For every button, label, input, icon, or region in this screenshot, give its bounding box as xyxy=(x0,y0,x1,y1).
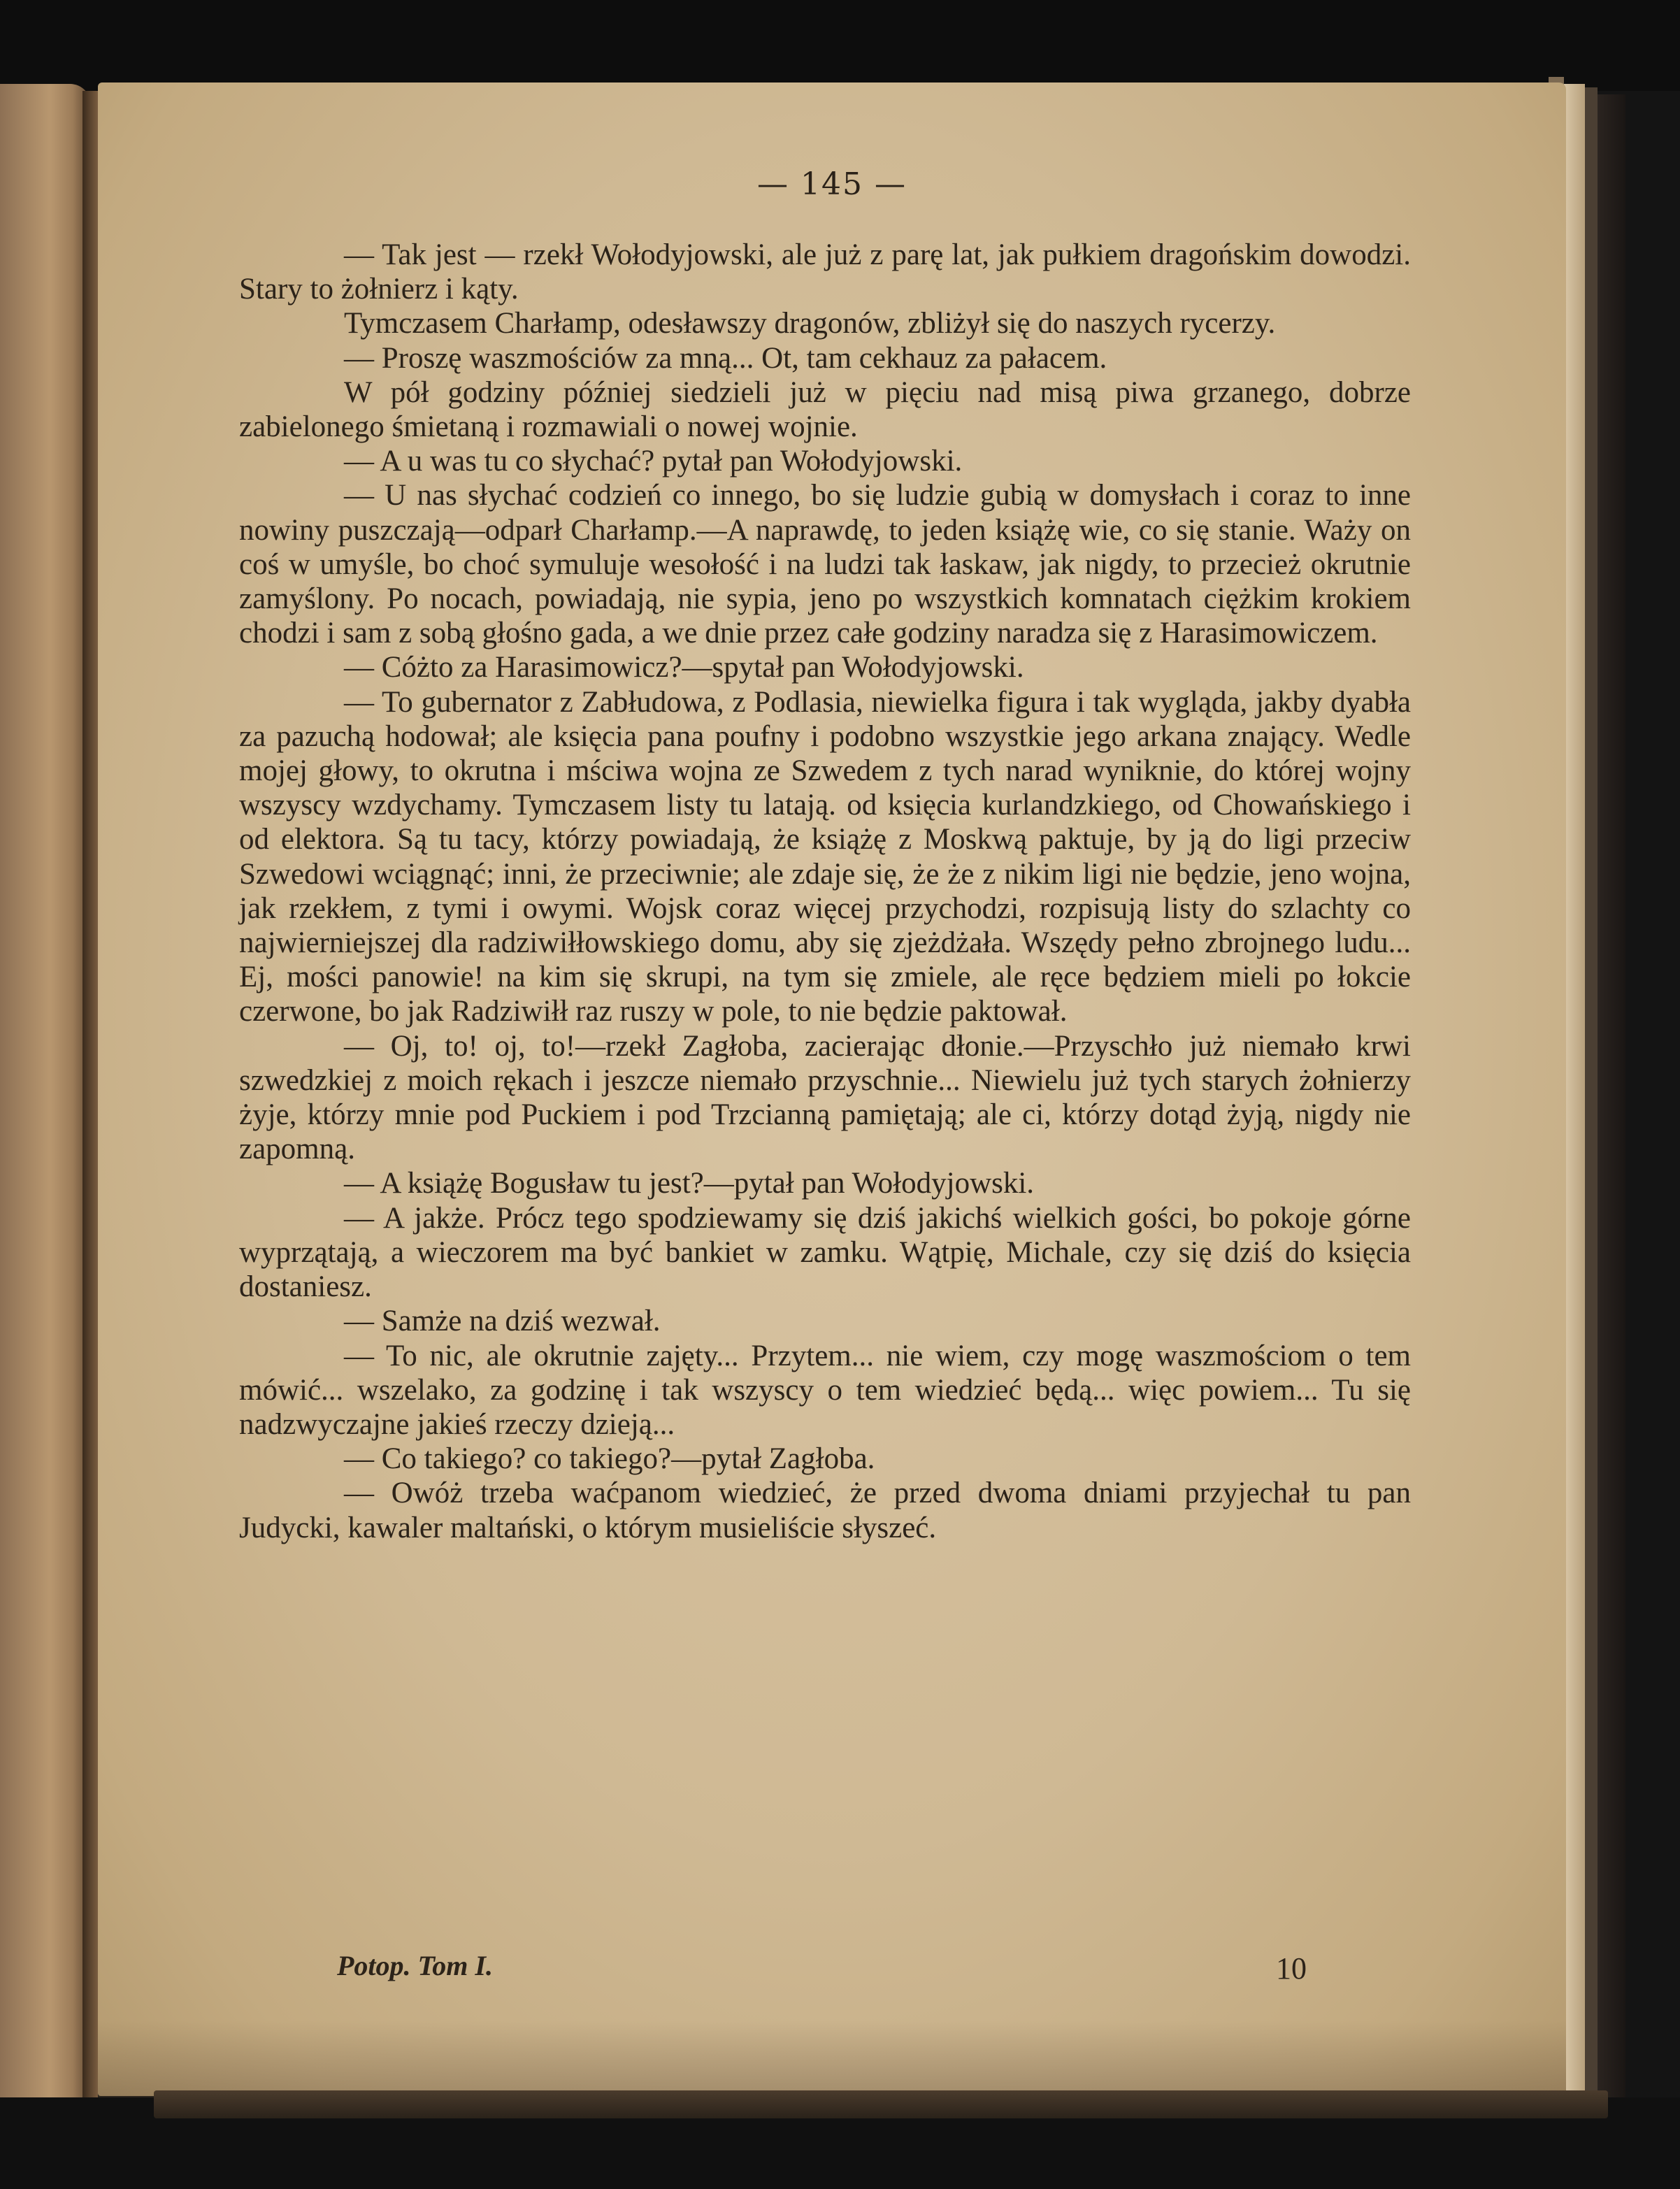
paragraph: — A jakże. Prócz tego spodziewamy się dziś jakichś wielkich gości, bo pokoje górne wyprzątają, a wieczorem ma być bankiet w zamku. Wątpię, Michale, czy się dziś do księcia dostaniesz. xyxy=(239,1201,1411,1304)
signature-mark: Potop. Tom I. xyxy=(337,1950,493,1981)
body-text xyxy=(239,238,1411,1545)
page-number: — 145 — xyxy=(757,166,907,202)
background-top xyxy=(0,0,1680,91)
paragraph: — A u was tu co słychać? pytał pan Wołodyjowski. xyxy=(344,445,963,478)
gutter-shadow xyxy=(82,91,98,2104)
paragraph: — U nas słychać codzień co innego, bo się ludzie gubią w domysłach i coraz to inne nowiny puszczają—odparł Charłamp.—A naprawdę, to jeden książę wie, co się stanie. Waży on coś w umyśle, bo choć symuluje wesołość i na ludzi tak łaskaw, jak nigdy, to przecież okrutnie zamyślony. Po nocach, powiadają, nie sypia, jeno po wszystkich komnatach ciężkim krokiem chodzi i sam z sobą głośno gada, a we dnie przez całe godziny naradza się z Harasimowiczem. xyxy=(239,479,1411,650)
page-bottom-shadow xyxy=(98,2021,1566,2097)
paragraph: — Tak jest — rzekł Wołodyjowski, ale już z parę lat, jak pułkiem dragońskim dowodzi. Stary to żołnierz i kąty. xyxy=(239,238,1411,306)
paragraph: — Cóżto za Harasimowicz?—spytał pan Wołodyjowski. xyxy=(344,651,1024,684)
paragraph: W pół godziny później siedzieli już w pięciu nad misą piwa grzanego, dobrze zabielonego śmietaną i rozmawiali o nowej wojnie. xyxy=(239,375,1411,444)
paragraph: — To gubernator z Zabłudowa, z Podlasia, niewielka figura i tak wygląda, jakby dyabła za pazuchą hodował; ale księcia pana poufny i podobno wszystkie jego arkana znający. Wedle mojej głowy, to okrutna i mściwa wojna ze Szwedem z tych narad wyniknie, do której wojny wszyscy wzdychamy. Tymczasem listy tu latają. od księcia kurlandzkiego, od Chowańskiego i od elektora. Są tu tacy, którzy powiadają, że książę z Moskwą paktuje, by ją do ligi przeciw Szwedowi wciągnąć; inni, że przeciwnie; ale zdaje się, że że z nikim ligi nie będzie, jeno wojna, jak rzekłem, z tymi i owymi. Wojsk coraz więcej przychodzi, rozpisują listy do szlachty co najwierniejszej dla radziwiłłowskiego domu, aby się zjeżdżała. Wszędy pełno zbrojnego ludu... Ej, mości panowie! na kim się skrupi, na tym się zmiele, ale ręce będziem mieli po łokcie czerwone, bo jak Radziwiłł raz ruszy w pole, to nie będzie paktował. xyxy=(239,685,1411,1028)
paragraph: Tymczasem Charłamp, odesławszy dragonów, zbliżył się do naszych rycerzy. xyxy=(344,307,1276,340)
sheet-number: 10 xyxy=(1276,1951,1307,1986)
paragraph: — Co takiego? co takiego?—pytał Zagłoba. xyxy=(344,1442,875,1476)
paragraph: — A książę Bogusław tu jest?—pytał pan Wołodyjowski. xyxy=(344,1167,1035,1200)
book-cover-edge xyxy=(1598,94,1625,2136)
paragraph: — To nic, ale okrutnie zajęty... Przytem... nie wiem, czy mogę waszmościom o tem mówić... wszelako, za godzinę i tak wszyscy o tem wiedzieć będą... więc powiem... Tu się nadzwyczajne jakieś rzeczy dzieją... xyxy=(239,1339,1411,1441)
previous-page-edge xyxy=(0,84,91,2111)
paragraph: — Samże na dziś wezwał. xyxy=(344,1305,661,1338)
page-stack-shadow xyxy=(1585,87,1598,2115)
paragraph: — Proszę waszmościów za mną... Ot, tam cekhauz za pałacem. xyxy=(344,341,1107,375)
page-stack-edge xyxy=(1564,84,1585,2111)
book-bottom-edge xyxy=(154,2090,1608,2118)
paragraph: — Owóż trzeba waćpanom wiedzieć, że przed dwoma dniami przyjechał tu pan Judycki, kawaler maltański, o którym musieliście słyszeć. xyxy=(239,1477,1411,1544)
paragraph: — Oj, to! oj, to!—rzekł Zagłoba, zacierając dłonie.—Przyschło już niemało krwi szwedzkiej z moich rękach i jeszcze niemało przyschnie... Niewielu już tych starych żołnierzy żyje, którzy mnie pod Puckiem i pod Trzcianną pamiętają; ale ci, którzy dotąd żyją, nigdy nie zapomną. xyxy=(239,1029,1411,1166)
